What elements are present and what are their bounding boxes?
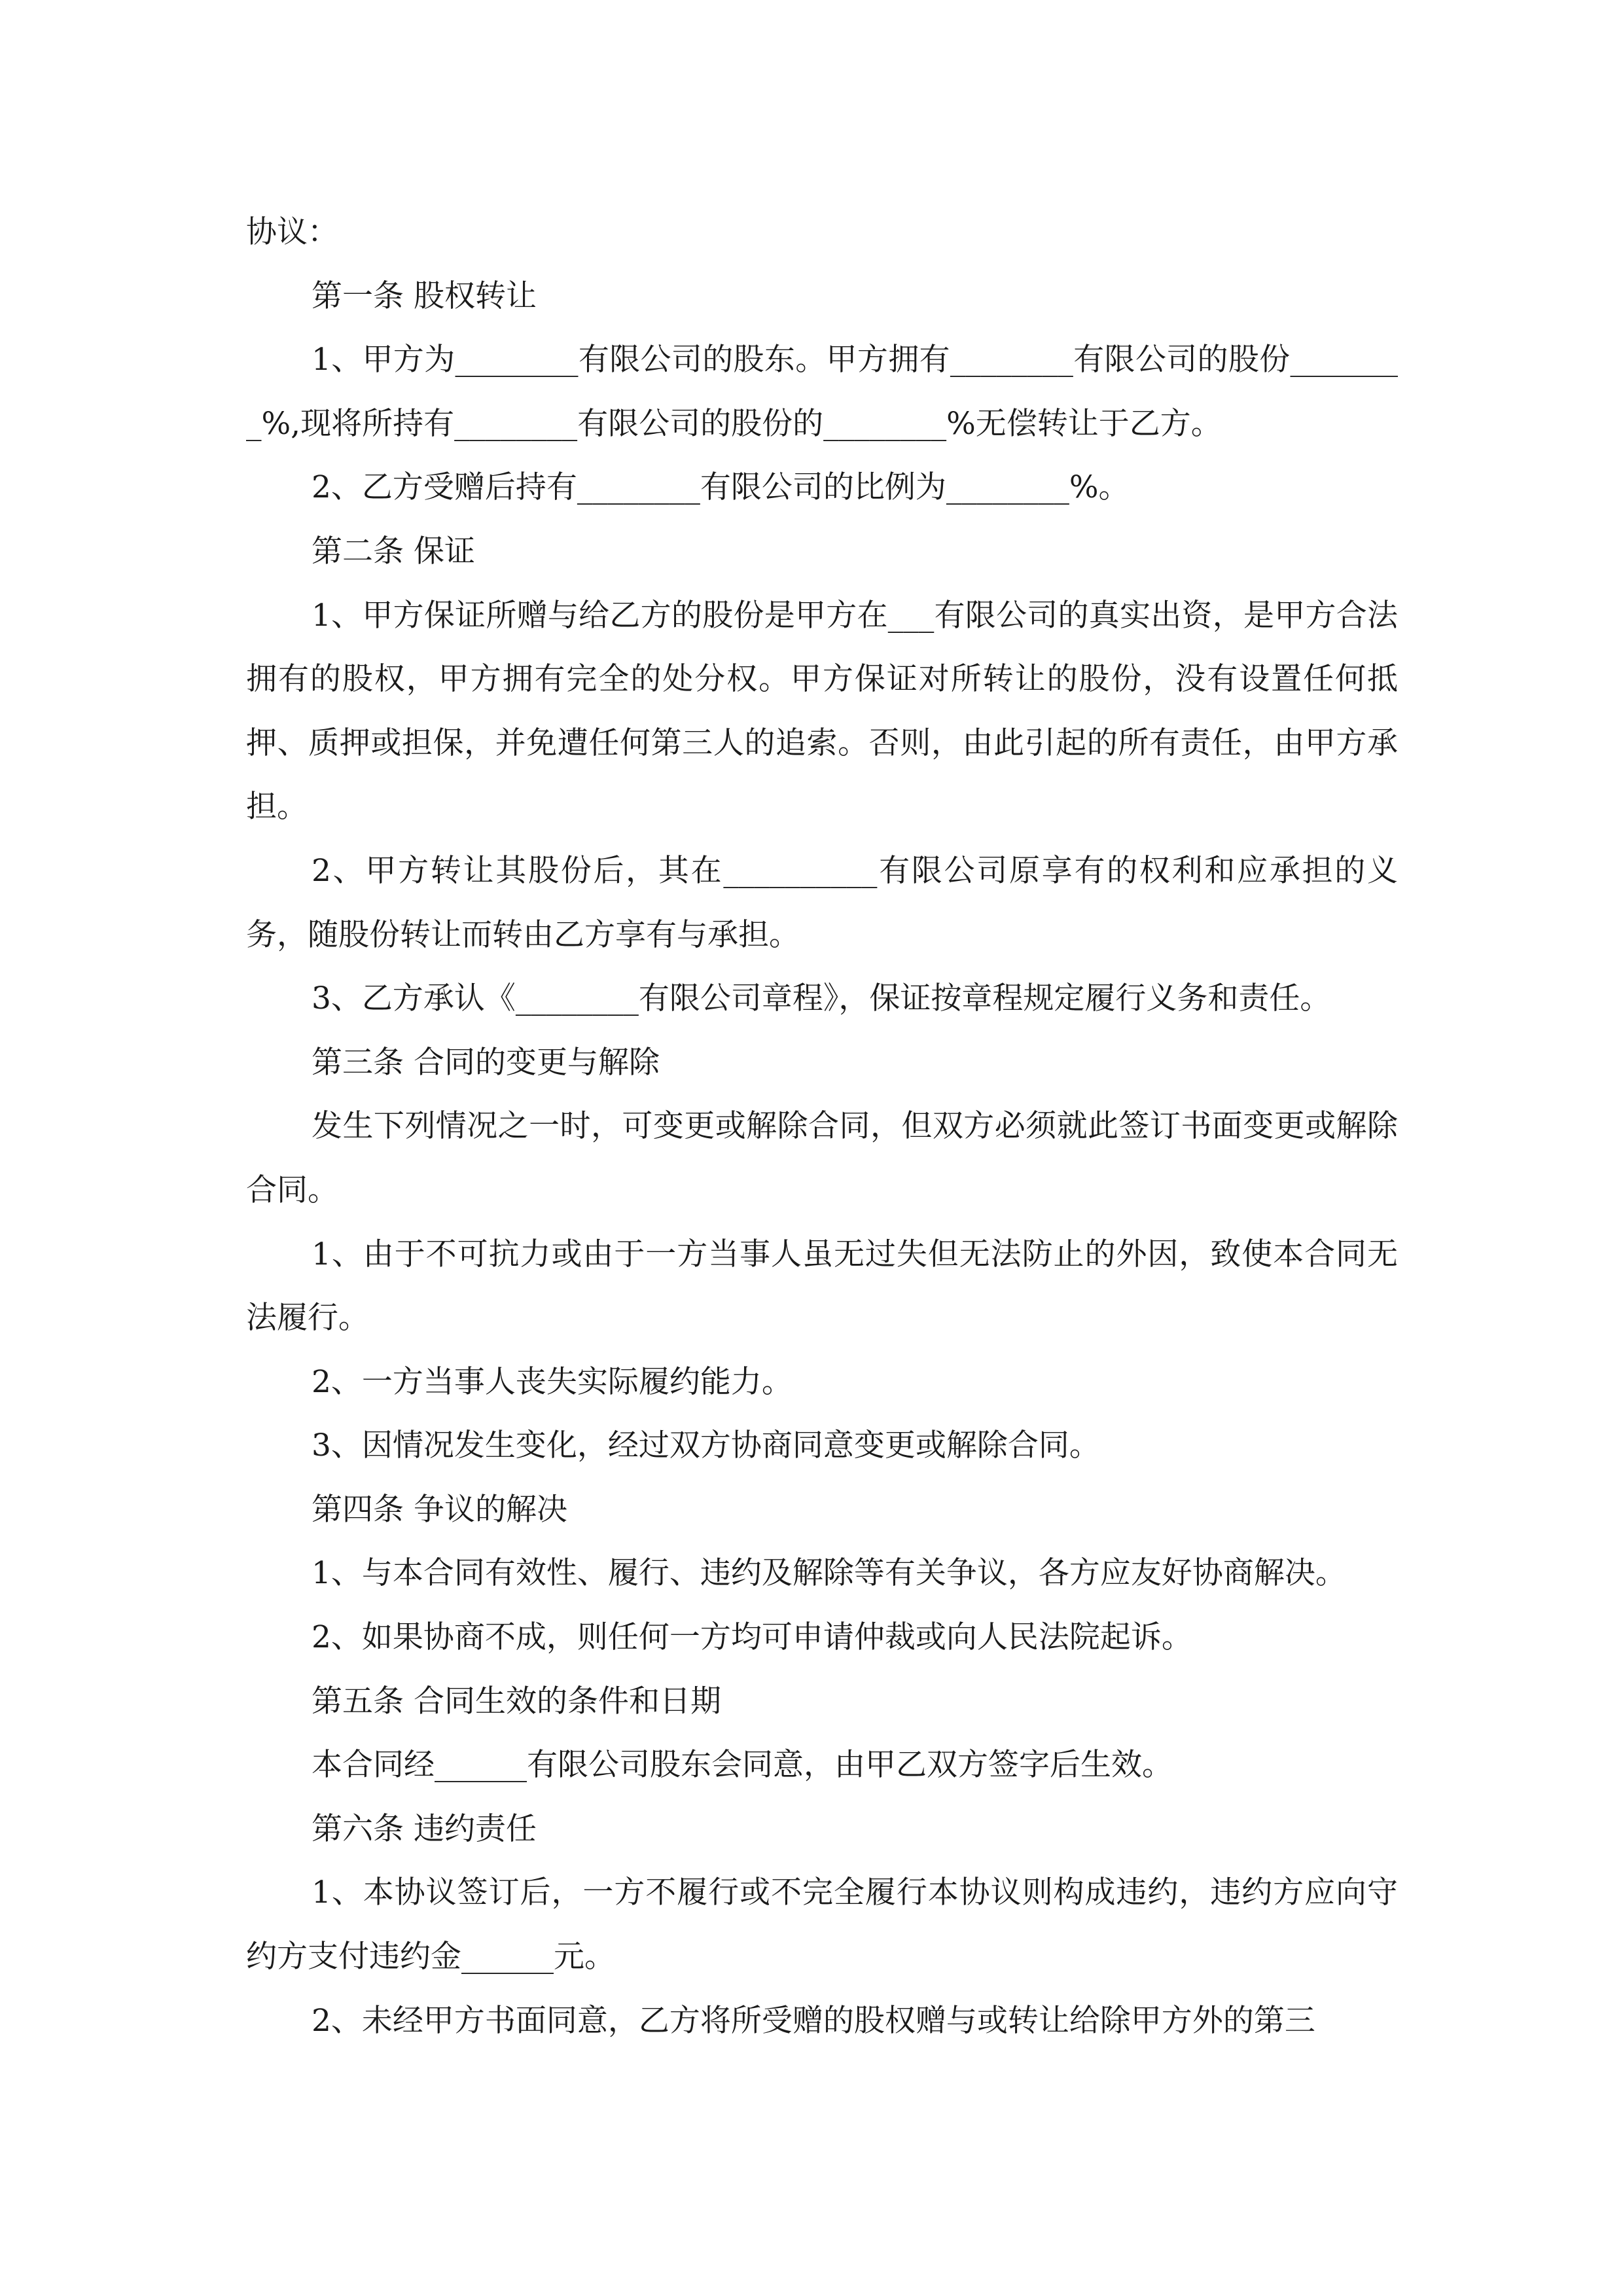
article-1-heading: 第一条 股权转让 — [312, 278, 537, 314]
article-2-heading: 第二条 保证 — [312, 533, 475, 569]
article-4-heading: 第四条 争议的解决 — [312, 1491, 567, 1528]
article-3-clause-1: 1、由于不可抗力或由于一方当事人虽无过失但无法防止的外因，致使本合同无法履行。 — [246, 1236, 1398, 1336]
article-3-clause-2: 2、一方当事人丧失实际履约能力。 — [312, 1363, 793, 1400]
article-5-body: 本合同经______有限公司股东会同意，由甲乙双方签字后生效。 — [312, 1747, 1173, 1784]
article-3-intro: 发生下列情况之一时，可变更或解除合同，但双方必须就此签订书面变更或解除合同。 — [246, 1108, 1398, 1208]
article-4-clause-1: 1、与本合同有效性、履行、违约及解除等有关争议，各方应友好协商解决。 — [312, 1555, 1346, 1592]
article-1-clause-1: 1、甲方为________有限公司的股东。甲方拥有________有限公司的股份________%,现将所持有________有限公司的股份的________%无偿转让于乙方。 — [246, 342, 1398, 442]
article-2-clause-3: 3、乙方承认《________有限公司章程》，保证按章程规定履行义务和责任。 — [312, 980, 1331, 1017]
article-6-clause-1: 1、本协议签订后，一方不履行或不完全履行本协议则构成违约，违约方应向守约方支付违约金______元。 — [246, 1874, 1398, 1975]
article-1-clause-2: 2、乙方受赠后持有________有限公司的比例为________%。 — [312, 469, 1130, 506]
article-5-heading: 第五条 合同生效的条件和日期 — [312, 1683, 721, 1719]
article-4-clause-2: 2、如果协商不成，则任何一方均可申请仲裁或向人民法院起诉。 — [312, 1619, 1192, 1656]
article-3-clause-3: 3、因情况发生变化，经过双方协商同意变更或解除合同。 — [312, 1427, 1100, 1464]
article-6-heading: 第六条 违约责任 — [312, 1810, 537, 1847]
document-body — [246, 200, 1398, 2053]
article-2-clause-2: 2、甲方转让其股份后，其在__________有限公司原享有的权利和应承担的义务，随股份转让而转由乙方享有与承担。 — [246, 852, 1398, 953]
article-2-clause-1: 1、甲方保证所赠与给乙方的股份是甲方在___有限公司的真实出资，是甲方合法拥有的股权，甲方拥有完全的处分权。甲方保证对所转让的股份，没有设置任何抵押、质押或担保，并免遭任何第三人的追索。否则，由此引起的所有责任，由甲方承担。 — [246, 597, 1398, 825]
agreement-heading: 协议： — [246, 214, 338, 250]
article-6-clause-2: 2、未经甲方书面同意，乙方将所受赠的股权赠与或转让给除甲方外的第三 — [312, 2002, 1315, 2039]
article-3-heading: 第三条 合同的变更与解除 — [312, 1044, 660, 1081]
